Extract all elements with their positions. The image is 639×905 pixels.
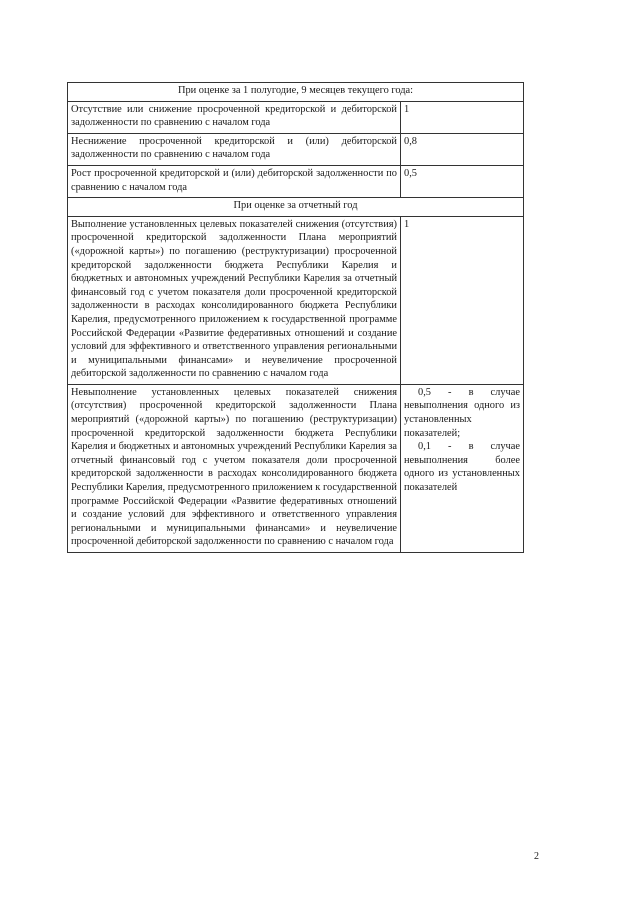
section-header-half-year: При оценке за 1 полугодие, 9 месяцев текущего года: — [68, 83, 524, 102]
value-cell: 1 — [401, 101, 524, 133]
value-cell: 1 — [401, 216, 524, 384]
value-part: 0,5 - в случае невыполнения одного из установленных показателей; — [404, 386, 520, 439]
evaluation-table — [67, 82, 524, 553]
value-cell: 0,8 — [401, 133, 524, 165]
value-cell: 0,5 — [401, 165, 524, 197]
table-row — [68, 216, 524, 384]
table-row — [68, 133, 524, 165]
criterion-cell: Отсутствие или снижение просроченной кредиторской и дебиторской задолженности по сравнению с началом года — [68, 101, 401, 133]
table-row — [68, 384, 524, 552]
criterion-cell: Неснижение просроченной кредиторской и (или) дебиторской задолженности по сравнению с началом года — [68, 133, 401, 165]
section-header-annual: При оценке за отчетный год — [68, 198, 524, 217]
table-row — [68, 165, 524, 197]
criterion-cell: Рост просроченной кредиторской и (или) дебиторской задолженности по сравнению с началом года — [68, 165, 401, 197]
value-part: 0,1 - в случае невыполнения более одного из установленных показателей — [404, 441, 520, 494]
page-number: 2 — [534, 851, 539, 862]
criterion-cell: Невыполнение установленных целевых показателей снижения (отсутствия) просроченной кредиторской задолженности Плана мероприятий («дорожной карты») по погашению (реструктуризации) просроченной кредиторской задолженности бюджета Республики Карелия и бюджетных и автономных учреждений Республики Карелия за отчетный финансовый год с учетом показателя доли просроченной кредиторской задолженности в расходах консолидированного бюджета Республики Карелия, предусмотренного приложением к государственной программе Российской Федерации «Развитие федеративных отношений и создание условий для эффективного и ответственного управления региональными и муниципальными финансами» и неувеличение просроченной дебиторской задолженности по сравнению с началом года — [68, 384, 401, 552]
table-row — [68, 198, 524, 217]
value-cell — [401, 384, 524, 552]
criterion-cell: Выполнение установленных целевых показателей снижения (отсутствия) просроченной кредиторской задолженности Плана мероприятий («дорожной карты») по погашению (реструктуризации) просроченной кредиторской задолженности бюджета Республики Карелия и бюджетных и автономных учреждений Республики Карелия за отчетный финансовый год с учетом показателя доли просроченной кредиторской задолженности в расходах консолидированного бюджета Республики Карелия, предусмотренного приложением к государственной программе Российской Федерации «Развитие федеративных отношений и создание условий для эффективного и ответственного управления региональными и муниципальными финансами» и неувеличение просроченной дебиторской задолженности по сравнению с началом года — [68, 216, 401, 384]
table-row — [68, 83, 524, 102]
table-row — [68, 101, 524, 133]
